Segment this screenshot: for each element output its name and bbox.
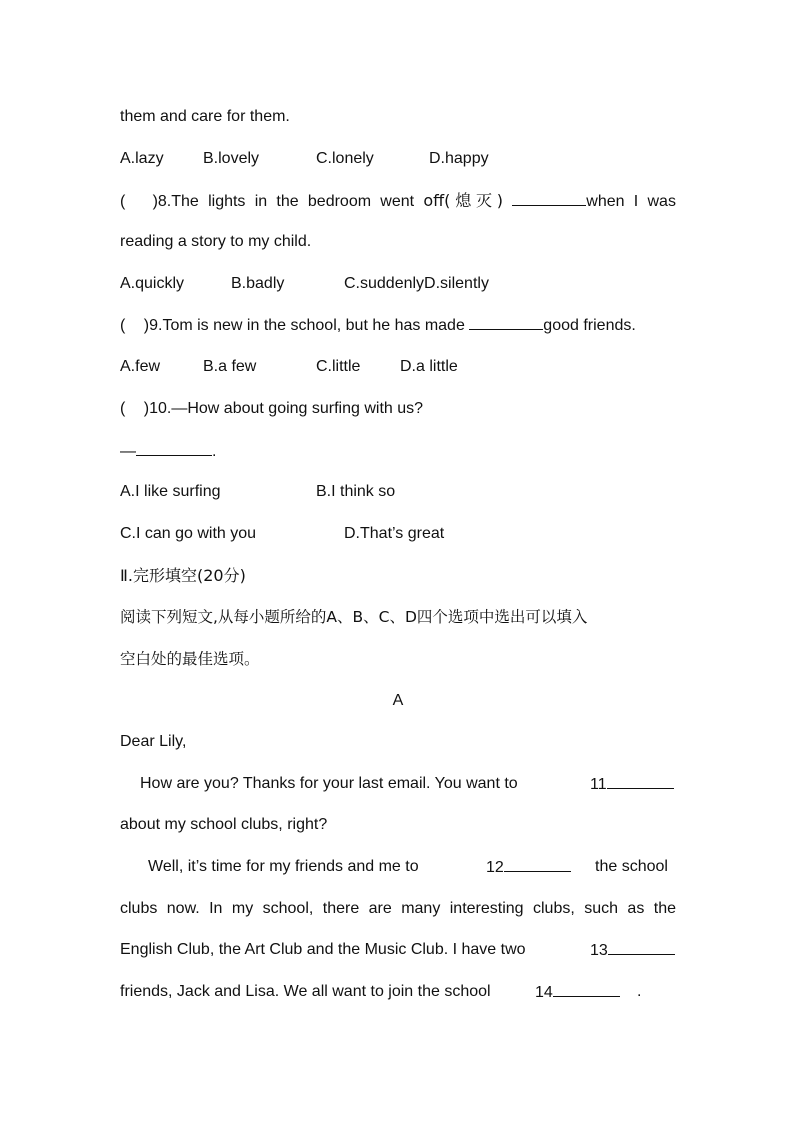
passage-p2-line1 — [120, 855, 676, 879]
q9-stem-text: )9.Tom is new in the school, but he has made — [143, 317, 465, 334]
q8-option-a: A.quickly — [120, 275, 185, 292]
q10-option-d: D.That’s great — [344, 525, 445, 542]
q10-options-row1 — [120, 480, 676, 504]
q8-stem — [120, 189, 676, 213]
section2-instruction-line1: 阅读下列短文,从每小题所给的A、B、C、D四个选项中选出可以填入 — [120, 608, 588, 626]
passage-greeting: Dear Lily, — [120, 733, 187, 750]
passage-p2-line4-text: friends, Jack and Lisa. We all want to join the school — [120, 983, 491, 1000]
passage-p2-text: Well, it’s time for my friends and me to — [148, 858, 419, 875]
q8-option-cd: C.suddenlyD.silently — [344, 275, 489, 292]
q8-blank[interactable] — [512, 193, 624, 210]
q8-word: the — [276, 193, 299, 210]
blank-11-number: 11 — [590, 776, 607, 793]
q10-stem-text: )10.—How about going surfing with us? — [143, 400, 424, 417]
q8-word: was — [647, 193, 676, 210]
q8-word: I — [633, 193, 639, 210]
q9-options — [120, 355, 676, 379]
q10-reply-dash: — — [120, 443, 136, 460]
q8-word: went — [380, 193, 415, 210]
q10-option-a: A.I like surfing — [120, 483, 221, 500]
passage-p2-line4-end: . — [637, 983, 642, 1000]
q7-option-d: D.happy — [429, 150, 489, 167]
passage-p2-line1-end: the school — [595, 858, 668, 875]
passage-p1-line2: about my school clubs, right? — [120, 816, 328, 833]
passage-p1-line1 — [120, 772, 676, 796]
q9-option-d: D.a little — [400, 358, 458, 375]
q10-option-c: C.I can go with you — [120, 525, 257, 542]
q10-answer-paren: ( — [120, 400, 126, 417]
q8-stem-line2: reading a story to my child. — [120, 233, 312, 250]
q9-stem — [120, 313, 676, 337]
section2-heading: Ⅱ.完形填空(20分) — [120, 566, 246, 585]
q7-option-c: C.lonely — [316, 150, 374, 167]
blank-12[interactable] — [486, 855, 571, 880]
q10-reply — [120, 439, 676, 463]
blank-12-number: 12 — [486, 859, 504, 876]
q10-option-b: B.I think so — [316, 483, 396, 500]
q9-option-c: C.little — [316, 358, 361, 375]
blank-13[interactable] — [590, 938, 675, 963]
passage-p2-line3-text: English Club, the Art Club and the Music Club. I have two — [120, 941, 526, 958]
q7-continuation: them and care for them. — [120, 108, 290, 125]
q8-answer-paren: ( — [120, 193, 126, 210]
q8-number: )8.The — [152, 193, 199, 210]
section2-instruction-line2: 空白处的最佳选项。 — [120, 650, 260, 668]
q8-word: off(熄灭) — [423, 191, 504, 210]
passage-p1-text: How are you? Thanks for your last email. You want to — [140, 775, 518, 792]
q8-word: lights — [208, 193, 246, 210]
q9-stem-end: good friends. — [543, 317, 636, 334]
q8-word: bedroom — [307, 193, 372, 210]
q7-option-a: A.lazy — [120, 150, 164, 167]
q8-word: in — [254, 193, 268, 210]
q8-after-blank: when — [586, 193, 625, 210]
passage-label: A — [392, 692, 404, 709]
q9-blank[interactable] — [469, 313, 543, 330]
q10-stem — [120, 397, 676, 421]
q9-option-b: B.a few — [203, 358, 257, 375]
blank-11[interactable] — [590, 772, 674, 797]
blank-14-number: 14 — [535, 984, 553, 1001]
q8-option-b: B.badly — [231, 275, 285, 292]
passage-p2-line3 — [120, 938, 676, 962]
passage-p2-line2: clubs now. In my school, there are many interesting clubs, such as the — [120, 900, 676, 917]
passage-p2-line4 — [120, 980, 676, 1004]
blank-13-number: 13 — [590, 942, 608, 959]
q8-options — [120, 272, 676, 296]
q10-reply-end: . — [212, 443, 217, 460]
q7-options — [120, 147, 676, 171]
q7-option-b: B.lovely — [203, 150, 260, 167]
q10-blank[interactable] — [136, 439, 212, 456]
q9-option-a: A.few — [120, 358, 161, 375]
q9-answer-paren: ( — [120, 317, 126, 334]
q10-options-row2 — [120, 522, 676, 546]
blank-14[interactable] — [535, 980, 620, 1005]
